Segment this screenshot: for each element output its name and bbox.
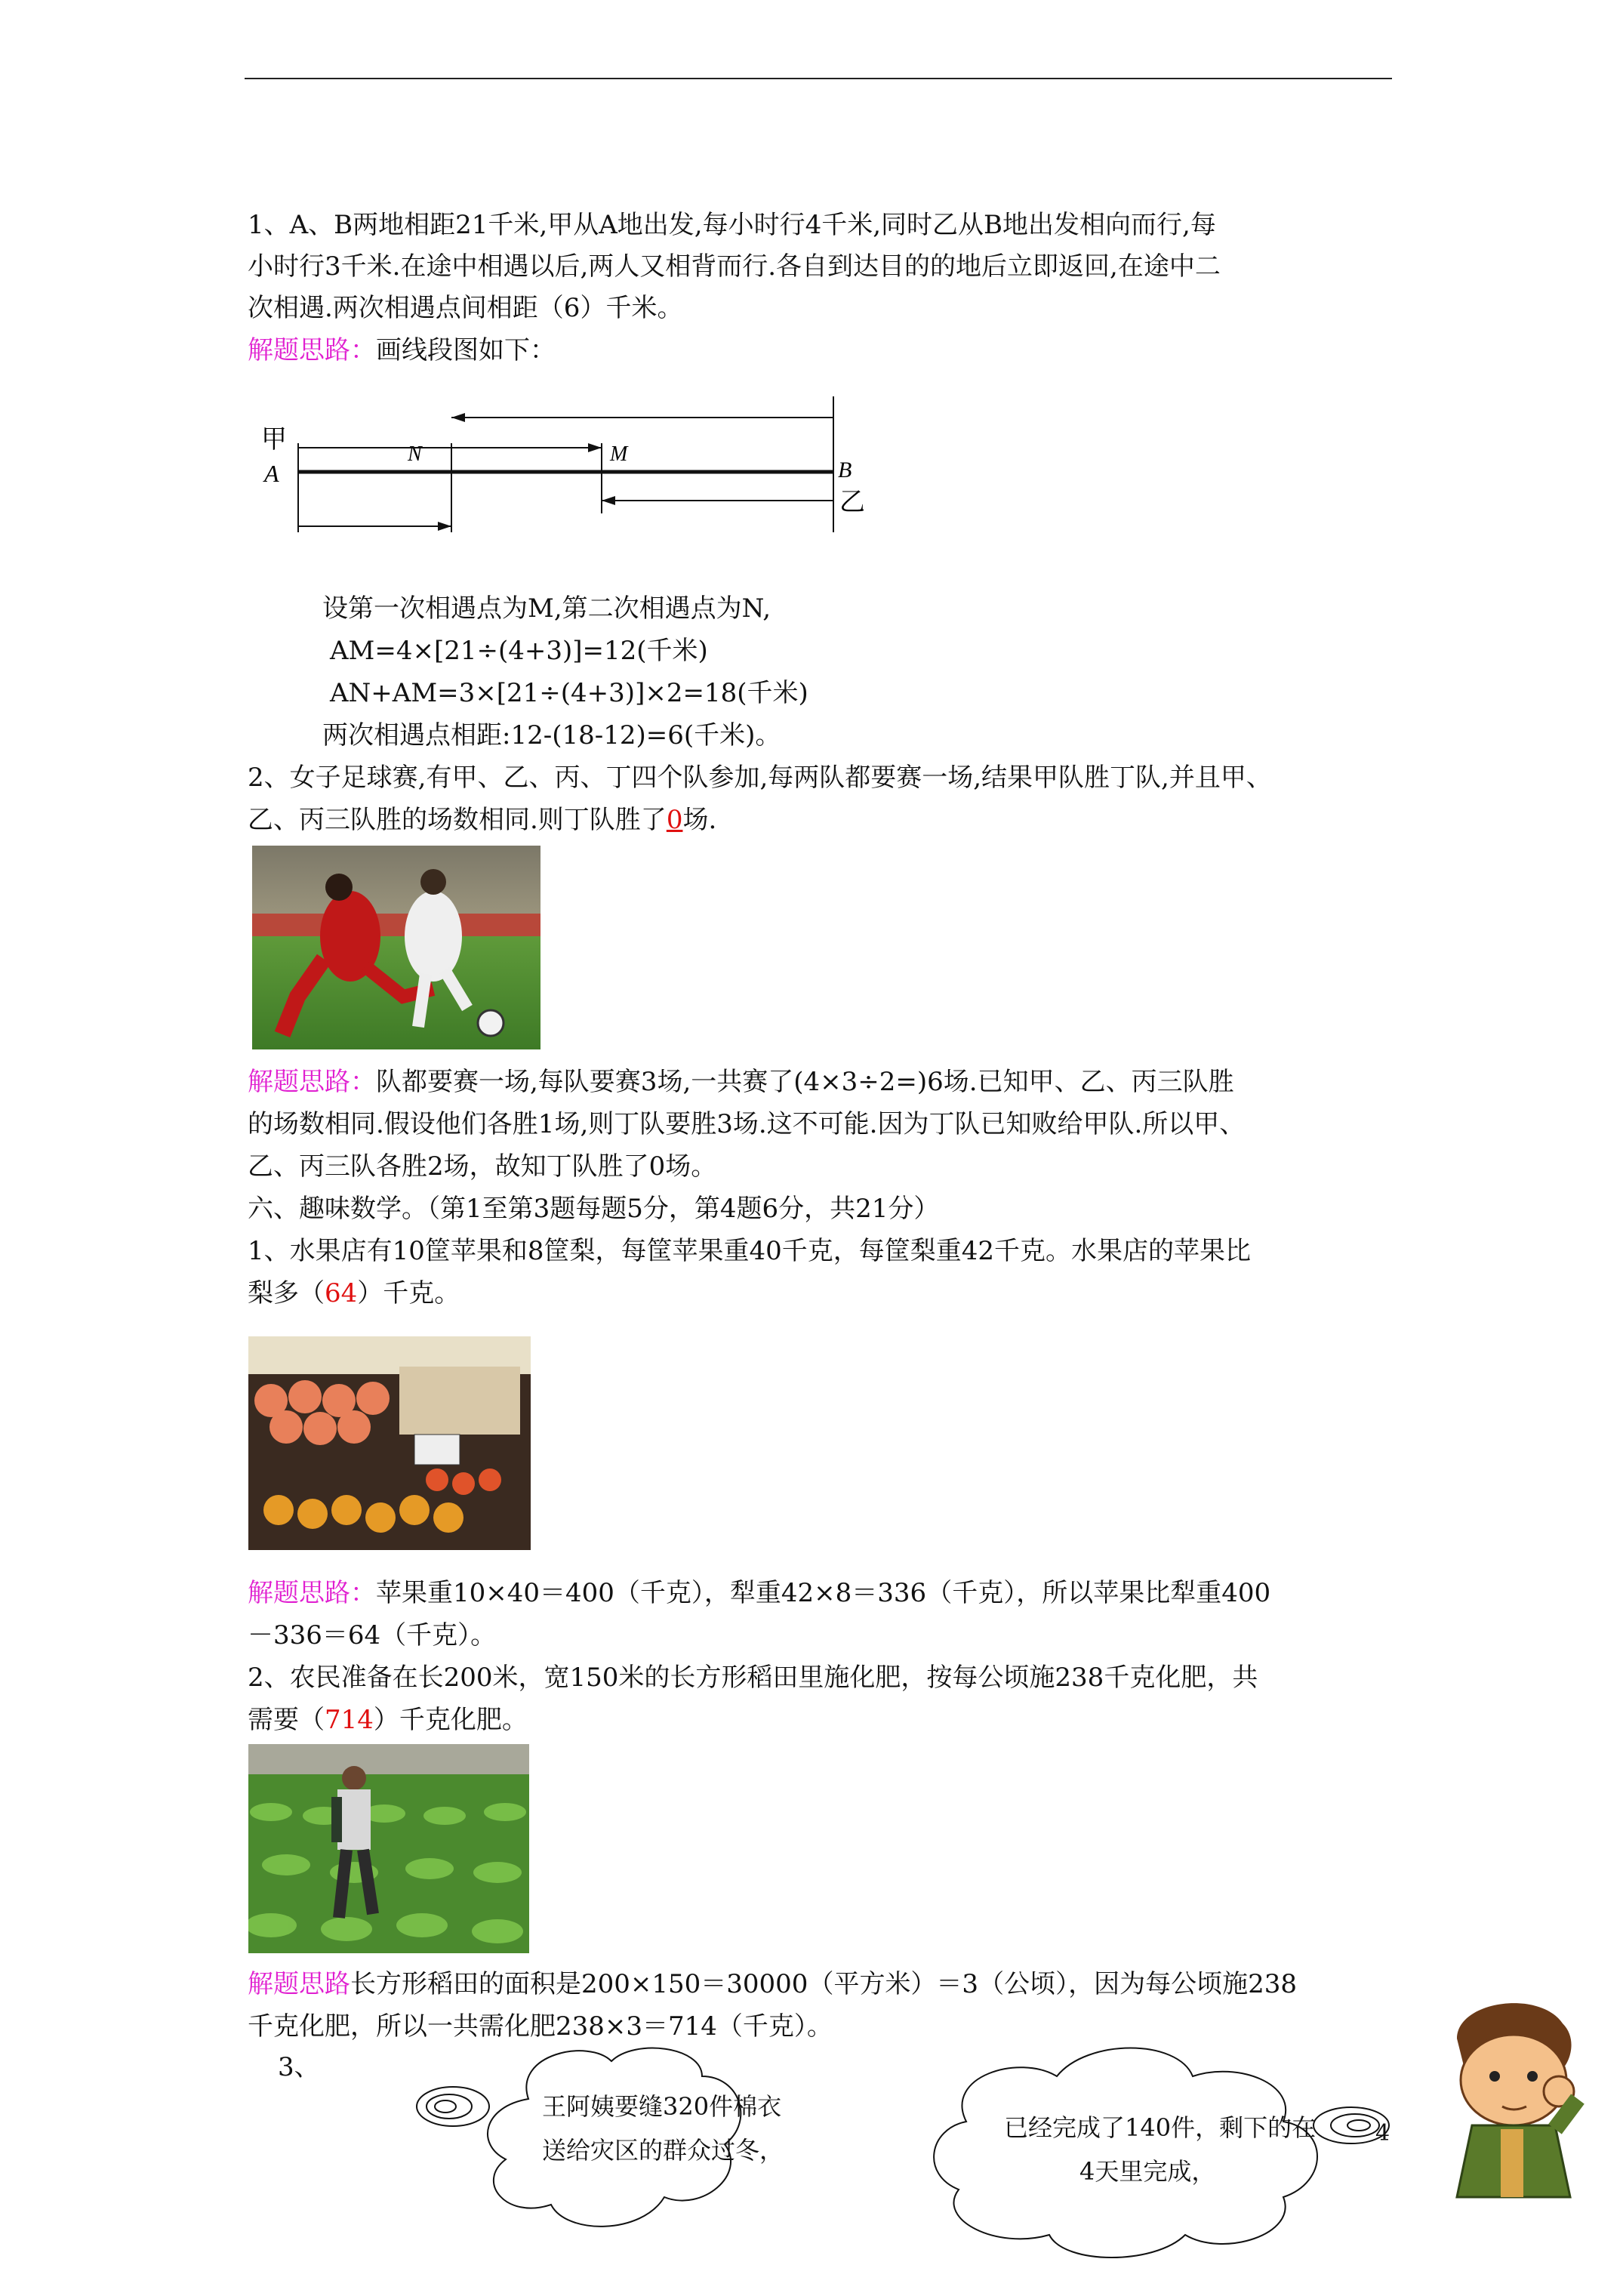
header-rule: [245, 78, 1392, 79]
q62-line-2-end: ）千克化肥。: [373, 1705, 528, 1735]
fruit-shop-photo: [248, 1336, 531, 1550]
q2-answer: 0: [666, 805, 683, 835]
diagram-point-m: M: [610, 442, 628, 466]
q1-solution-1: 设第一次相遇点为M,第二次相遇点为N,: [322, 593, 771, 624]
diagram-label-yi: 乙: [839, 488, 865, 516]
q62-line-2: [248, 1699, 528, 1741]
hint-text: 苹果重10×40＝400（千克），犁重42×8＝336（千克），所以苹果比犁重400: [376, 1578, 1271, 1608]
q63-label: 3、: [278, 2052, 320, 2082]
farmer-field-photo: [248, 1744, 529, 1953]
line-segment-diagram: [257, 389, 883, 540]
q2-line-2-end: 场.: [682, 805, 717, 835]
cloud2-line-1: 已经完成了140件，剩下的在: [1004, 2113, 1317, 2142]
q1-line-3: 次相遇.两次相遇点间相距（6）千米。: [248, 293, 683, 323]
q1-solution-3: AN+AM=3×[21÷(4+3)]×2=18(千米): [330, 678, 808, 708]
q61-line-2-end: ）千克。: [357, 1278, 460, 1308]
q61-line-2-text: 梨多（: [248, 1278, 325, 1308]
section-6-heading: 六、趣味数学。（第1至第3题每题5分，第4题6分，共21分）: [248, 1194, 940, 1224]
q2-line-2: [248, 799, 716, 841]
q2-line-2-text: 乙、丙三队胜的场数相同.则丁队胜了: [248, 805, 667, 835]
cloud1-line-1: 王阿姨要缝320件棉衣: [542, 2092, 782, 2121]
hint-text: 队都要赛一场,每队要赛3场,一共赛了(4×3÷2=)6场.已知甲、乙、丙三队胜: [376, 1067, 1234, 1097]
q1-hint: [248, 329, 556, 371]
cloud2-line-2: 4天里完成，: [1079, 2157, 1216, 2186]
q62-line-1: 2、农民准备在长200米，宽150米的长方形稻田里施化肥，按每公顷施238千克化肥，共: [248, 1663, 1258, 1693]
hint-label: 解题思路：: [248, 335, 376, 365]
q1-solution-2: AM=4×[21÷(4+3)]=12(千米): [330, 636, 708, 666]
q1-line-1: 1、A、B两地相距21千米,甲从A地出发,每小时行4千米,同时乙从B地出发相向而行,每: [248, 210, 1216, 240]
hint-label: 解题思路：: [248, 1578, 376, 1608]
q2-line-1: 2、女子足球赛,有甲、乙、丙、丁四个队参加,每两队都要赛一场,结果甲队胜丁队,并且甲、: [248, 763, 1272, 793]
hint-text: 画线段图如下：: [376, 335, 556, 365]
q61-hint-2: －336＝64（千克）。: [248, 1620, 497, 1650]
hint-text: 长方形稻田的面积是200×150＝30000（平方米）＝3（公顷），因为每公顷施238: [350, 1969, 1297, 1999]
q62-line-2-text: 需要（: [248, 1705, 325, 1735]
q1-line-2: 小时行3千米.在途中相遇以后,两人又相背而行.各自到达目的的地后立即返回,在途中二: [248, 251, 1221, 282]
diagram-label-b: B: [838, 458, 852, 482]
diagram-label-a: A: [264, 460, 279, 487]
hint-label: 解题思路: [248, 1969, 350, 1999]
thinking-boy-illustration: [1434, 1993, 1615, 2205]
diagram-point-n: N: [408, 442, 422, 466]
page-number: 4: [1375, 2120, 1390, 2147]
q2-hint-3: 乙、丙三队各胜2场，故知丁队胜了0场。: [248, 1151, 717, 1182]
q61-answer: 64: [325, 1278, 358, 1308]
q1-solution-4: 两次相遇点相距:12-(18-12)=6(千米)。: [322, 720, 781, 750]
q62-hint-2: 千克化肥，所以一共需化肥238×3＝714（千克）。: [248, 2011, 833, 2042]
q61-line-2: [248, 1272, 460, 1314]
hint-label: 解题思路：: [248, 1067, 376, 1097]
q2-hint-2: 的场数相同.假设他们各胜1场,则丁队要胜3场.这不可能.因为丁队已知败给甲队.所以甲、: [248, 1109, 1246, 1139]
diagram-label-jia: 甲: [261, 426, 287, 454]
cloud1-line-2: 送给灾区的群众过冬，: [542, 2136, 784, 2165]
q62-answer: 714: [325, 1705, 374, 1735]
q62-hint-1: [248, 1963, 1297, 2005]
q61-line-1: 1、水果店有10筐苹果和8筐梨，每筐苹果重40千克，每筐梨重42千克。水果店的苹果比: [248, 1236, 1252, 1266]
soccer-photo: [252, 846, 540, 1049]
q2-hint-1: [248, 1061, 1234, 1103]
q61-hint-1: [248, 1572, 1270, 1614]
